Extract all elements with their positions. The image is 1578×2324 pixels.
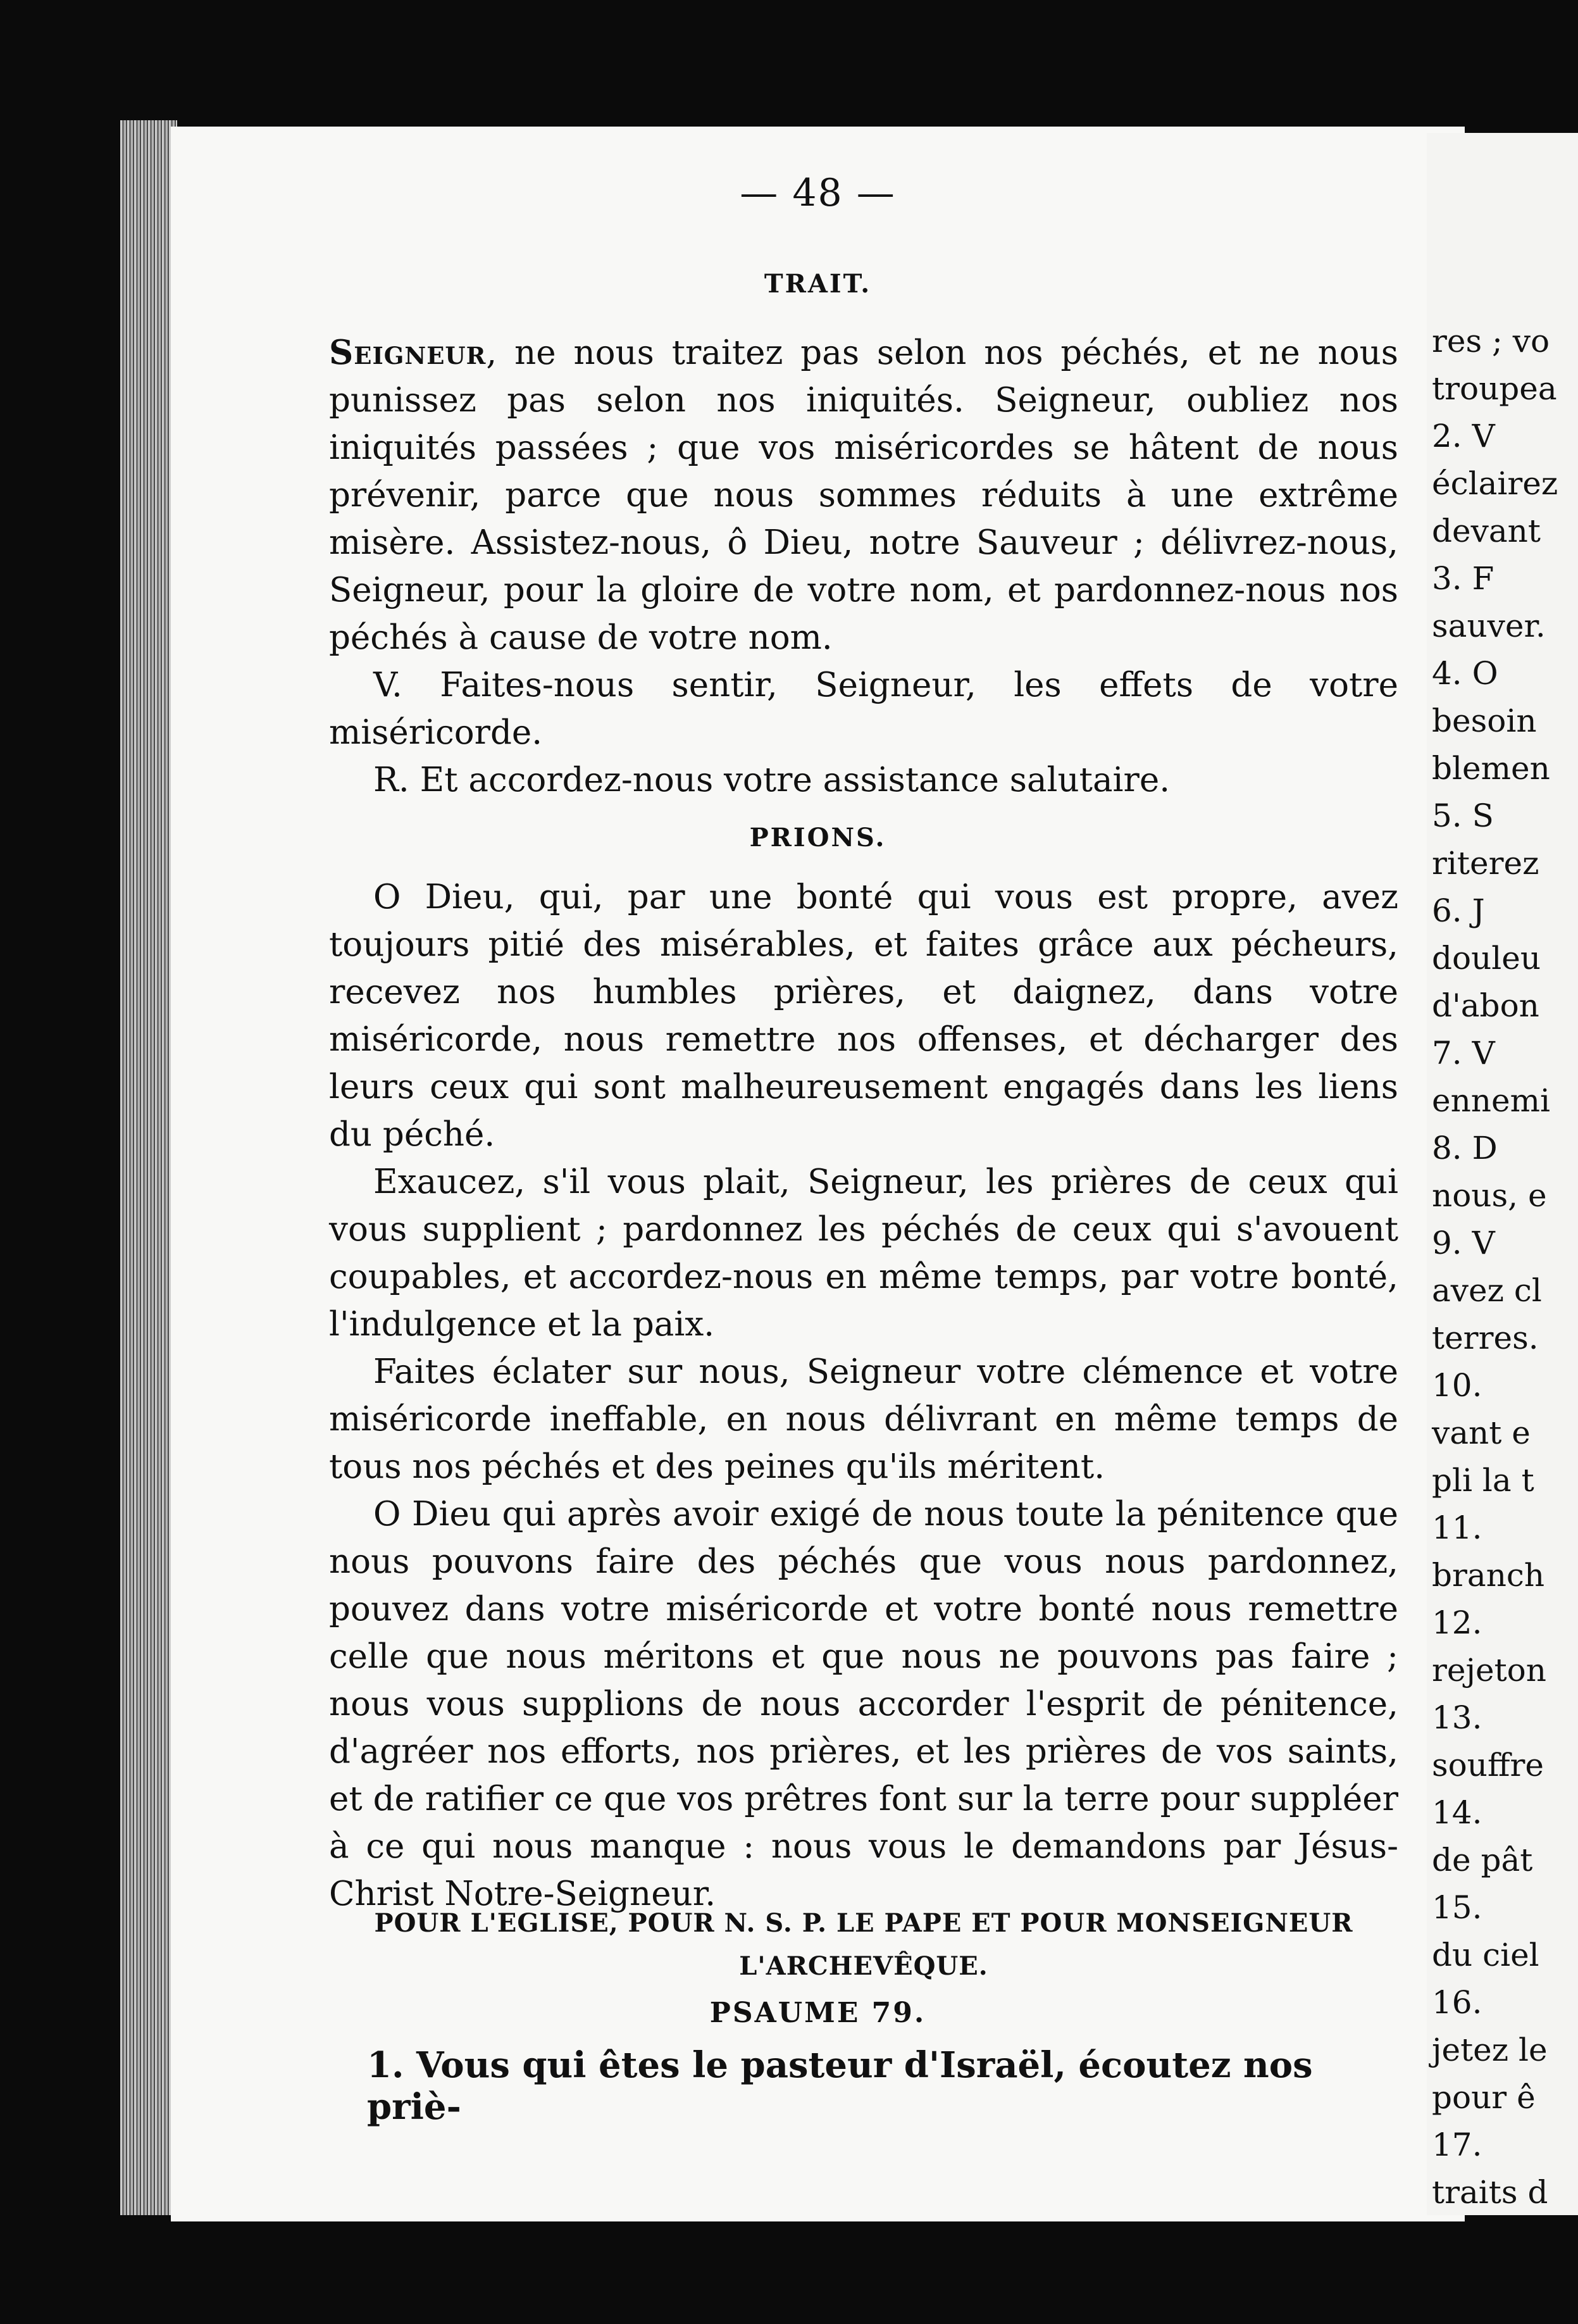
dedication-heading: POUR L'EGLISE, POUR N. S. P. LE PAPE ET POUR MONSEIGNEUR L'ARCHEVÊQUE.: [374, 1908, 1353, 1981]
right-page-line: 15.: [1432, 1889, 1482, 1926]
prayer-paragraph: O Dieu qui après avoir exigé de nous toute la pénitence que nous pouvons faire des péchés que vous nous pardonnez, pouvez dans votre miséricorde et votre bonté nous remettre celle que nous méritons et que nous ne pouvons pas faire ; nous vous supplions de nous accorder l'esprit de pénitence, d'agréer nos efforts, nos prières, et les prières de vos saints, et de ratifier ce que vos prêtres font sur la terre pour suppléer à ce qui nous manque : nous vous le demandons par Jésus-Christ Notre-Seigneur.: [329, 1495, 1398, 1913]
right-page-line: 12.: [1432, 1604, 1482, 1641]
right-page-line: vant e: [1432, 1415, 1531, 1451]
prayer-paragraph: O Dieu, qui, par une bonté qui vous est propre, avez toujours pitié des misérables, et faites grâce aux pécheurs, recevez nos humbles prières, et daignez, dans votre miséricorde, nous remettre nos offenses, et décharger des leurs ceux qui sont malheureusement engagés dans les liens du péché.: [329, 878, 1398, 1154]
right-page-line: 14.: [1432, 1794, 1482, 1831]
right-page-line: pli la t: [1432, 1462, 1534, 1499]
page-edge: [120, 120, 177, 2215]
right-page-line: 9. V: [1432, 1225, 1495, 1261]
right-page-line: 8. D: [1432, 1130, 1498, 1166]
response: R. Et accordez-nous votre assistance salutaire.: [373, 761, 1171, 799]
right-page-line: souffre: [1432, 1747, 1544, 1784]
right-page-line: jetez le: [1432, 2032, 1548, 2068]
right-page-line: sauver.: [1432, 608, 1546, 644]
right-page-line: 17.: [1432, 2127, 1482, 2163]
trait-text: [329, 329, 1398, 804]
right-page-line: 2. V: [1432, 418, 1495, 454]
right-page-line: res ; vo: [1432, 323, 1550, 359]
right-page-line: pour ê: [1432, 2079, 1536, 2116]
trait-paragraph: [329, 329, 1398, 661]
right-page-line: de pât: [1432, 1842, 1533, 1878]
prayer-paragraph: Faites éclater sur nous, Seigneur votre clémence et votre miséricorde ineffable, en nous délivrant en même temps de tous nos péchés et des peines qu'ils méritent.: [329, 1353, 1398, 1486]
right-page-line: 16.: [1432, 1984, 1482, 2021]
right-page-line: du ciel: [1432, 1937, 1539, 1973]
prions-heading: PRIONS.: [749, 823, 886, 853]
right-page-line: 4. O: [1432, 655, 1498, 692]
right-page-line: riterez: [1432, 845, 1539, 882]
trait-heading: TRAIT.: [764, 269, 872, 299]
left-page: [171, 127, 1465, 2221]
right-page-line: 7. V: [1432, 1035, 1495, 1071]
right-page-line: troupea: [1432, 370, 1557, 407]
prayer-paragraph: Exaucez, s'il vous plait, Seigneur, les prières de ceux qui vous supplient ; pardonnez les péchés de ceux qui s'avouent coupables, et accordez-nous en même temps, par votre bonté, l'indulgence et la paix.: [329, 1163, 1398, 1344]
right-page-line: terres.: [1432, 1320, 1539, 1356]
right-page-line: 11.: [1432, 1509, 1482, 1546]
right-page-line: 10.: [1432, 1367, 1482, 1404]
right-page-line: 13.: [1432, 1699, 1482, 1736]
right-page-line: douleu: [1432, 940, 1541, 977]
trait-paragraph-rest: , ne nous traitez pas selon nos péchés, et ne nous punissez pas selon nos iniquités. Seigneur, oubliez nos iniquités passées ; que vos miséricordes se hâtent de nous prévenir, parce que nous sommes réduits à une extrême misère. Assistez-nous, ô Dieu, notre Sauveur ; délivrez-nous, Seigneur, pour la gloire de votre nom, et pardonnez-nous nos péchés à cause de votre nom.: [329, 334, 1398, 657]
right-page-line: ennemi: [1432, 1082, 1550, 1119]
seigneur-word: Seigneur: [329, 333, 487, 372]
right-page-line: rejeton: [1432, 1652, 1546, 1689]
right-page-fragment: [1427, 133, 1578, 2215]
psaume-verse-1: 1. Vous qui êtes le pasteur d'Israël, écoutez nos priè-: [367, 2044, 1313, 2128]
right-page-line: blemen: [1432, 750, 1550, 787]
page-number: — 48 —: [740, 171, 896, 215]
right-page-line: d'abon: [1432, 987, 1539, 1024]
right-page-line: besoin: [1432, 703, 1537, 739]
right-page-line: éclairez: [1432, 465, 1558, 502]
right-page-line: 6. J: [1432, 892, 1485, 929]
prions-text: [329, 873, 1398, 1918]
right-page-line: 3. F: [1432, 560, 1494, 597]
right-page-line: 5. S: [1432, 797, 1494, 834]
psaume-heading: PSAUME 79.: [709, 1997, 926, 2029]
right-page-line: branch: [1432, 1557, 1545, 1594]
right-page-line: devant: [1432, 513, 1541, 549]
right-page-line: nous, e: [1432, 1177, 1547, 1214]
right-page-line: traits d: [1432, 2174, 1548, 2211]
right-page-line: avez cl: [1432, 1272, 1542, 1309]
versicle: V. Faites-nous sentir, Seigneur, les effets de votre miséricorde.: [329, 666, 1398, 752]
